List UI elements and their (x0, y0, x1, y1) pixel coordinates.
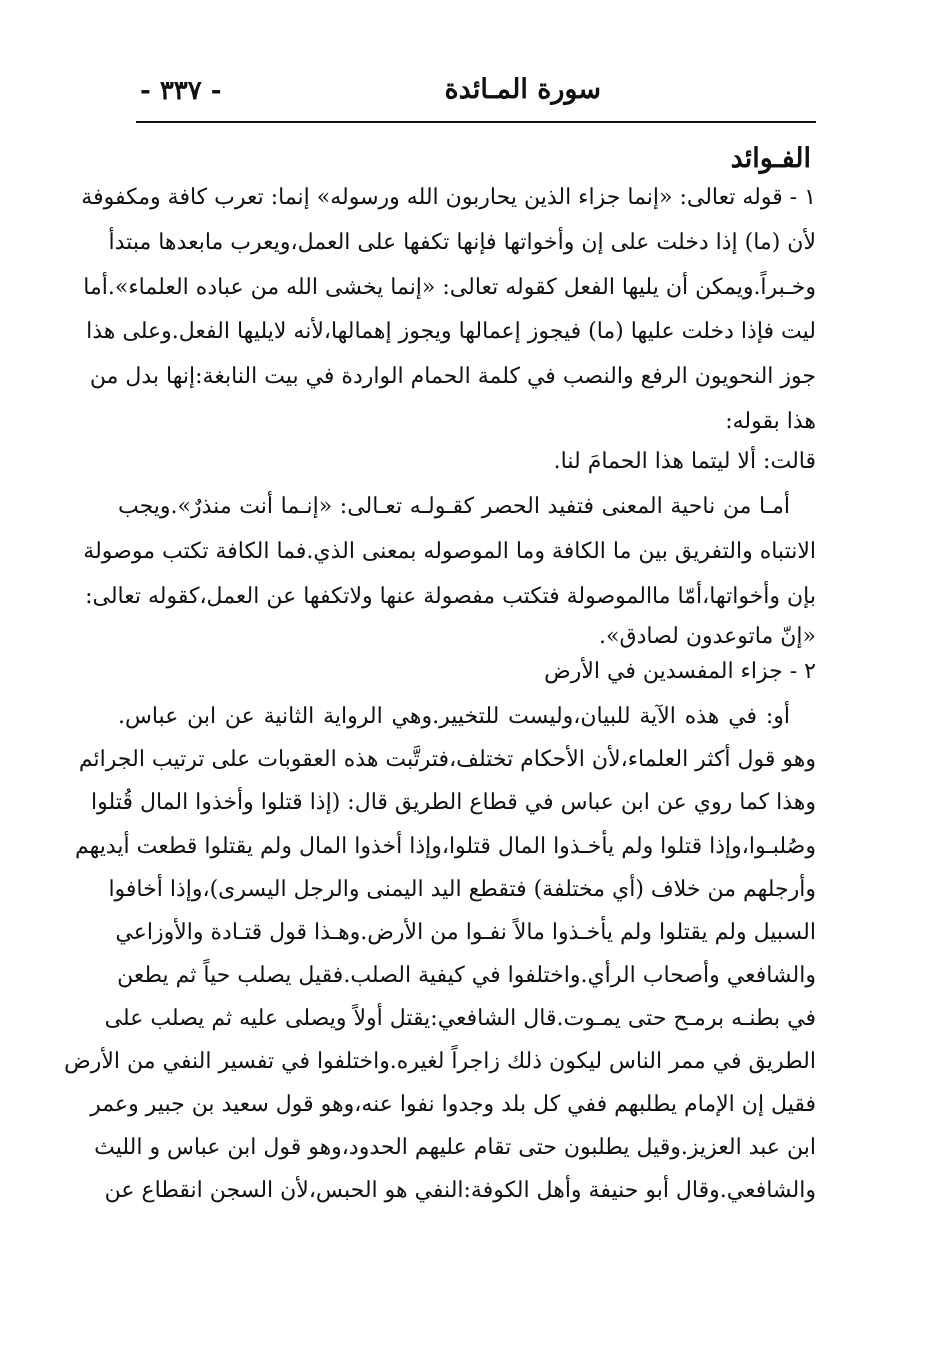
text-line: السبيل ولم يقتلوا ولم يأخـذوا مالاً نفـوا من الأرض.وهـذا قول قتـادة والأوزاعي (115, 920, 816, 945)
text-line: ليت فإذا دخلت عليها (ما) فيجوز إعمالها ويجوز إهمالها،لأنه لايليها الفعل.وعلى هذا (86, 319, 816, 344)
text-line: الطريق في ممر الناس ليكون ذلك زاجراً لغيره.واختلفوا في تفسير النفي من الأرض (64, 1049, 816, 1074)
text-line: أو: في هذه الآية للبيان،وليست للتخيير.وهي الرواية الثانية عن ابن عباس. (118, 704, 790, 729)
verse-quote: قالت: ألا ليتما هذا الحمامَ لنا. (553, 449, 816, 474)
text-line: والشافعي.وقال أبو حنيفة وأهل الكوفة:النفي هو الحبس،لأن السجن انقطاع عن (104, 1178, 816, 1203)
text-line: ١ - قوله تعالى: «إنما جزاء الذين يحاربون الله ورسوله» إنما: تعرب كافة ومكفوفة (81, 185, 816, 210)
text-line: وهو قول أكثر العلماء،لأن الأحكام تختلف،فترتَّبت هذه العقوبات على ترتيب الجرائم (78, 747, 816, 772)
text-line: الانتباه والتفريق بين ما الكافة وما الموصوله بمعنى الذي.فما الكافة تكتب موصولة (83, 539, 816, 564)
text-line: في بطنـه برمـح حتى يمـوت.قال الشافعي:يقتل أولاً ويصلى عليه ثم يصلب على (104, 1006, 816, 1031)
text-line: وخـبراً.ويمكن أن يليها الفعل كقوله تعالى: «إنما يخشى الله من عباده العلماء».أما (83, 275, 816, 300)
text-line: فقيل إن الإمام يطلبهم ففي كل بلد وجدوا نفوا عنه،وهو قول سعيد بن جبير وعمر (90, 1092, 816, 1117)
subsection-heading: ٢ - جزاء المفسدين في الأرض (544, 659, 816, 684)
text-line: «إنّ ماتوعدون لصادق». (599, 624, 816, 649)
text-line: ابن عبد العزيز.وقيل يطلبون حتى تقام عليهم الحدود،وهو قول ابن عباس و الليث (94, 1135, 816, 1160)
text-line: هذا بقوله: (725, 409, 816, 434)
text-line: بإن وأخواتها،أمّا ماالموصولة فتكتب مفصولة عنها ولاتكفها عن العمل،كقوله تعالى: (85, 584, 816, 609)
text-line: جوز النحويون الرفع والنصب في كلمة الحمام الواردة في بيت النابغة:إنها بدل من (89, 364, 816, 389)
section-title: الفـوائد (730, 143, 811, 174)
text-line: والشافعي وأصحاب الرأي.واختلفوا في كيفية الصلب.فقيل يصلب حياً ثم يطعن (117, 963, 816, 988)
text-line: وصُلبـوا،وإذا قتلوا ولم يأخـذوا المال قتلوا،وإذا أخذوا المال ولم يقتلوا قطعت أيديهم (74, 834, 816, 859)
page-number: - ٣٣٧ - (140, 76, 222, 106)
text-line: أمـا من ناحية المعنى فتفيد الحصر كقـولـه تعـالى: «إنـما أنت منذرٌ».ويجب (118, 494, 790, 519)
header-rule (136, 121, 816, 123)
page-header (136, 70, 816, 114)
text-line: لأن (ما) إذا دخلت على إن وأخواتها فإنها تكفها على العمل،ويعرب مابعدها مبتدأ (108, 230, 816, 255)
surah-title: سورة المـائدة (444, 74, 601, 105)
text-line: وهذا كما روي عن ابن عباس في قطاع الطريق قال: (إذا قتلوا وأخذوا المال قُتلوا (91, 790, 816, 815)
text-line: وأرجلهم من خلاف (أي مختلفة) فتقطع اليد اليمنى والرجل اليسرى)،وإذا أخافوا (108, 877, 816, 902)
